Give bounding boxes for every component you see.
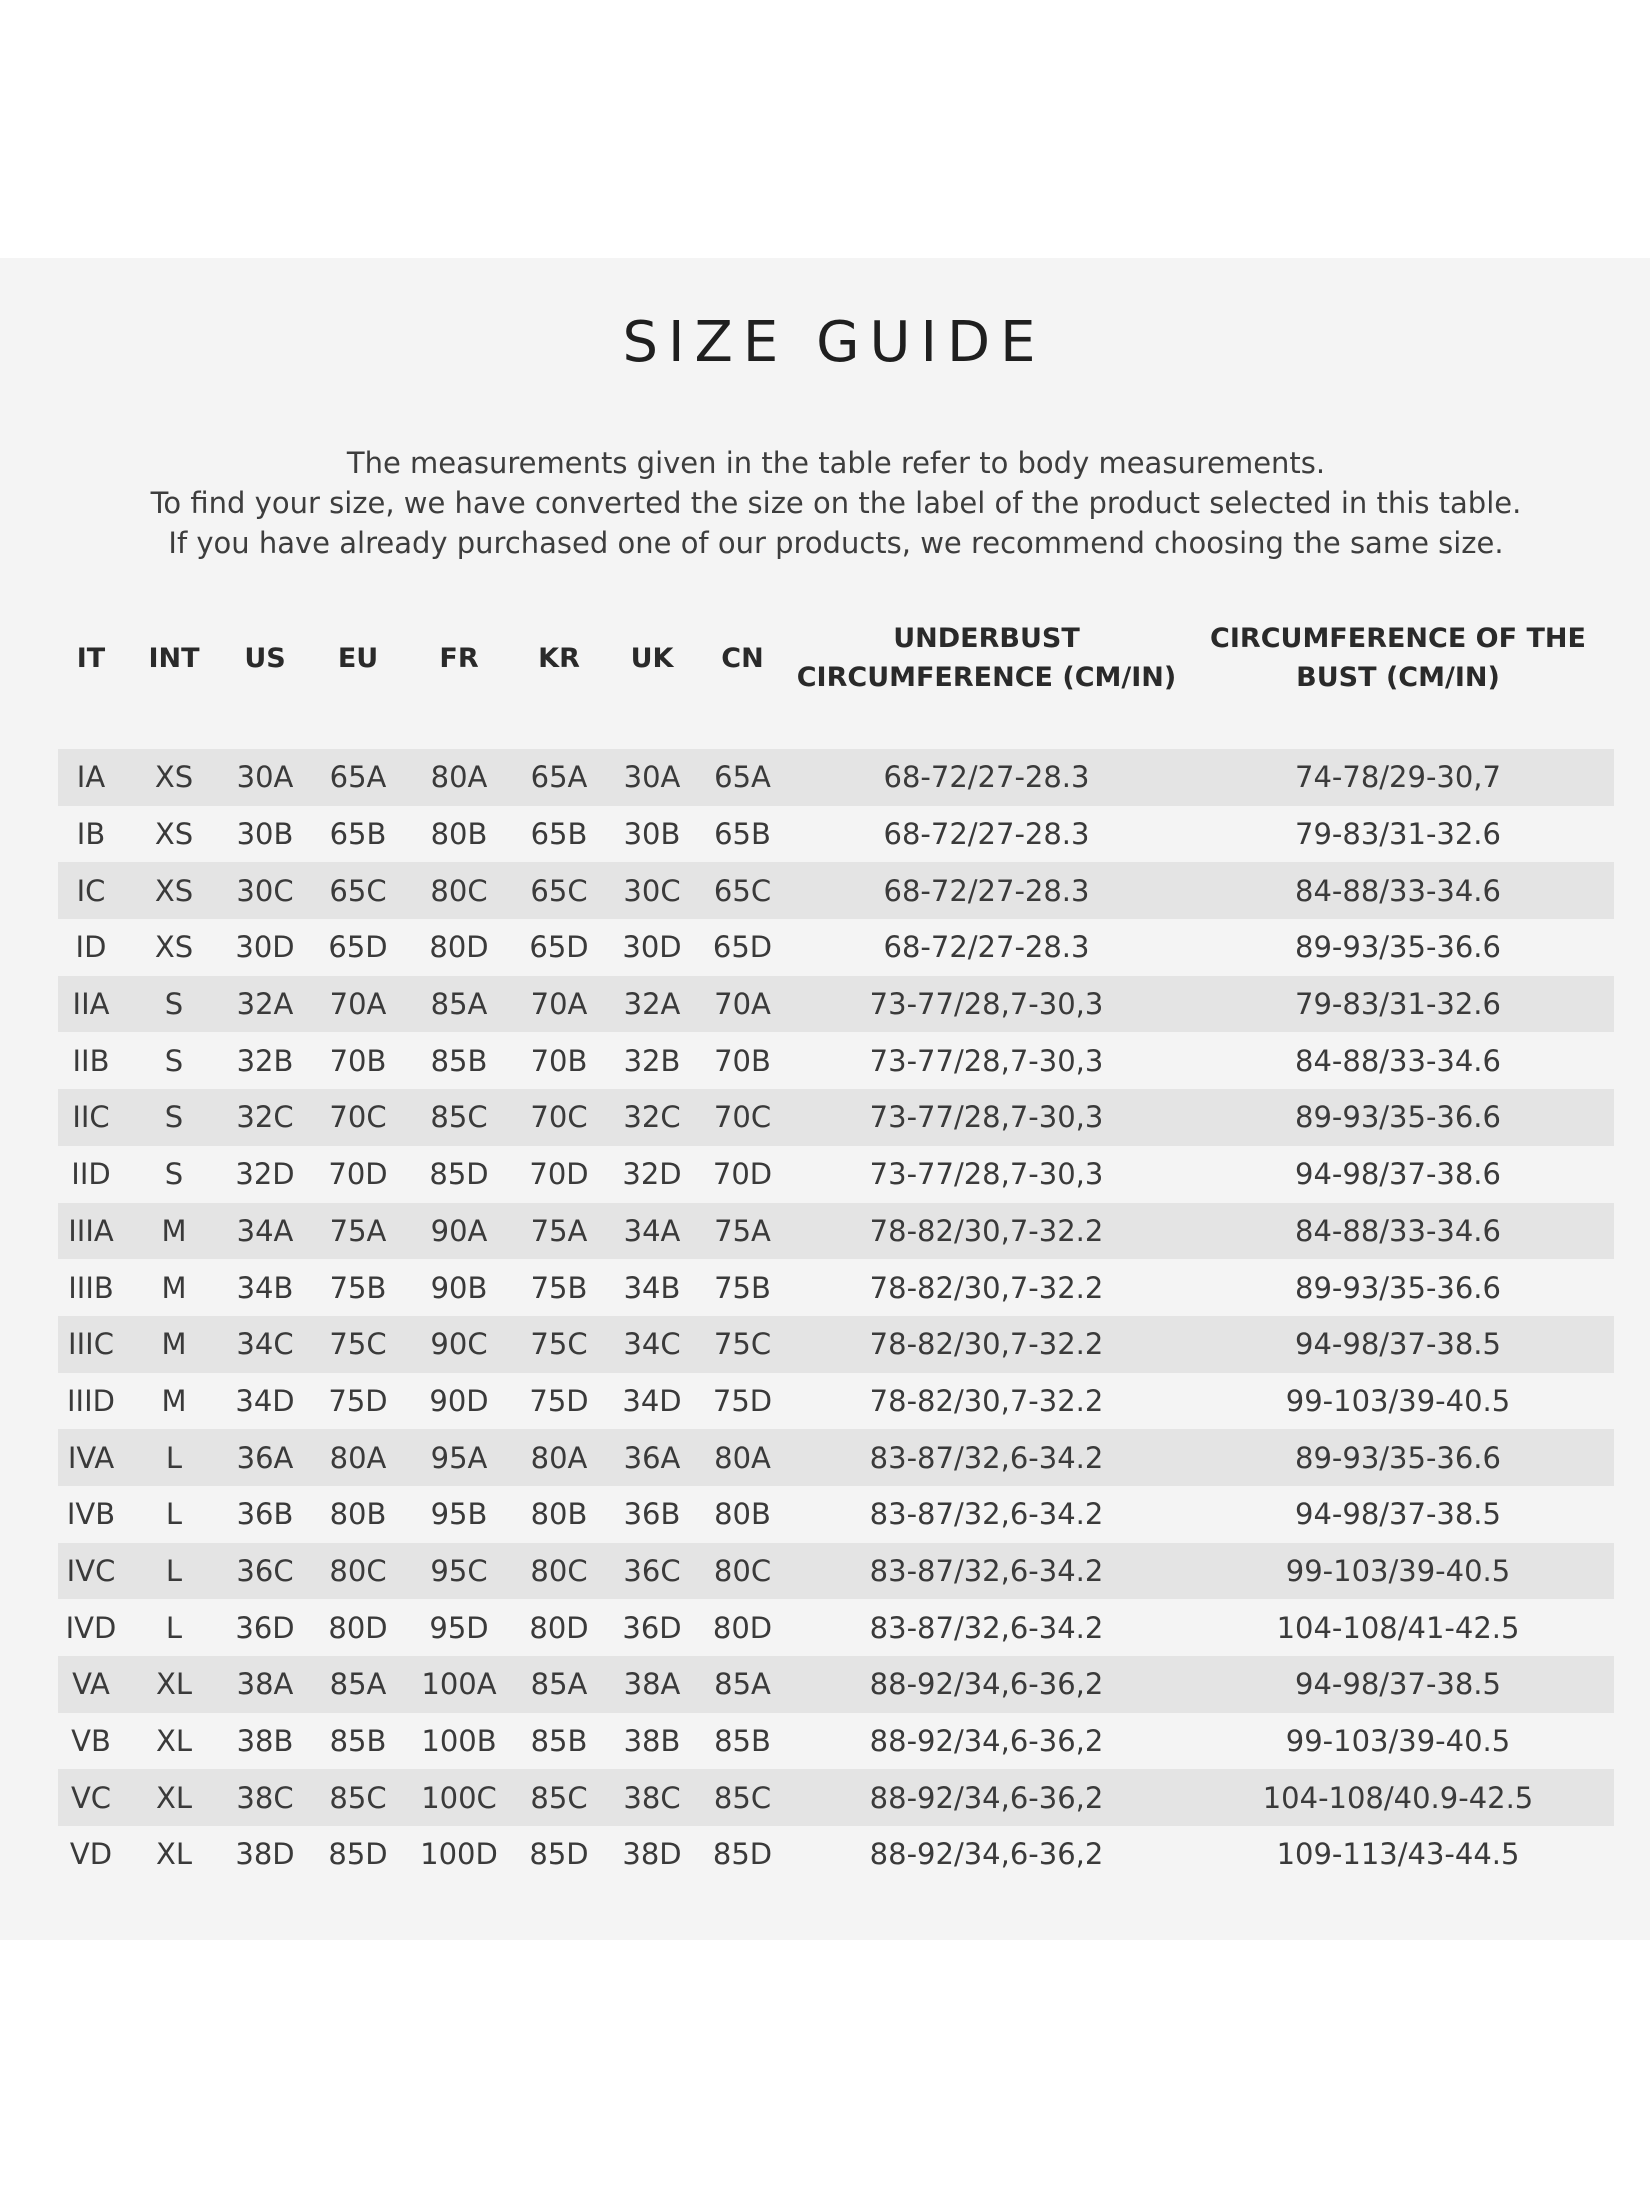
table-row <box>58 862 1614 919</box>
table-row <box>58 1259 1614 1316</box>
cell-bust: 84-88/33-34.6 <box>1295 1043 1501 1078</box>
cell-uk: 32D <box>622 1157 682 1192</box>
cell-fr: 100D <box>420 1837 498 1872</box>
cell-bust: 89-93/35-36.6 <box>1295 1270 1501 1305</box>
cell-int: M <box>124 1316 224 1373</box>
cell-eu: 65D <box>328 930 388 965</box>
cell-uk: 34A <box>610 1203 694 1260</box>
cell-cn: 85D <box>712 1837 773 1872</box>
table-row <box>58 1656 1614 1713</box>
table-row <box>58 1713 1614 1770</box>
cell-underbust: 78-82/30,7-32.2 <box>869 1383 1104 1418</box>
cell-underbust: 83-87/32,6-34.2 <box>791 1429 1182 1486</box>
cell-eu: 75D <box>328 1383 388 1418</box>
table-spacer <box>58 724 1614 749</box>
cell-underbust: 73-77/28,7-30,3 <box>791 1089 1182 1146</box>
cell-eu: 75B <box>329 1270 387 1305</box>
cell-us: 32A <box>224 976 306 1033</box>
cell-cn: 85C <box>694 1769 791 1826</box>
table-row <box>58 1032 1614 1089</box>
table-row <box>58 749 1614 806</box>
cell-us: 34A <box>224 1203 306 1260</box>
cell-uk: 30A <box>610 749 694 806</box>
cell-it: IIA <box>58 976 124 1033</box>
cell-eu: 70D <box>328 1157 388 1192</box>
cell-fr: 95B <box>430 1497 488 1532</box>
cell-underbust: 73-77/28,7-30,3 <box>869 1043 1104 1078</box>
cell-int: XL <box>155 1837 193 1872</box>
cell-eu: 65C <box>306 862 410 919</box>
cell-int: S <box>164 1043 184 1078</box>
cell-kr: 75D <box>529 1383 589 1418</box>
cell-bust: 94-98/37-38.5 <box>1295 1497 1501 1532</box>
cell-it: VC <box>58 1769 124 1826</box>
cell-it: IVB <box>66 1497 116 1532</box>
cell-kr: 75C <box>508 1316 610 1373</box>
cell-fr: 85A <box>410 976 508 1033</box>
cell-fr: 80A <box>410 749 508 806</box>
table-body <box>58 724 1614 1883</box>
cell-us: 36B <box>236 1497 294 1532</box>
cell-us: 36D <box>235 1610 295 1645</box>
cell-int: M <box>161 1270 187 1305</box>
cell-eu: 75A <box>306 1203 410 1260</box>
cell-fr: 85C <box>410 1089 508 1146</box>
cell-it: IIIB <box>68 1270 114 1305</box>
cell-us: 34C <box>224 1316 306 1373</box>
cell-uk: 32B <box>623 1043 681 1078</box>
cell-underbust: 68-72/27-28.3 <box>883 930 1090 965</box>
cell-underbust: 83-87/32,6-34.2 <box>869 1497 1104 1532</box>
cell-bust: 89-93/35-36.6 <box>1182 1089 1614 1146</box>
cell-kr: 80A <box>508 1429 610 1486</box>
cell-kr: 70D <box>529 1157 589 1192</box>
cell-kr: 65B <box>530 817 588 852</box>
cell-underbust: 68-72/27-28.3 <box>791 862 1182 919</box>
table-row <box>58 976 1614 1033</box>
cell-it: IID <box>71 1157 111 1192</box>
cell-int: XL <box>155 1724 193 1759</box>
cell-us: 30A <box>224 749 306 806</box>
cell-fr: 90A <box>410 1203 508 1260</box>
cell-it: IIIC <box>58 1316 124 1373</box>
cell-underbust: 73-77/28,7-30,3 <box>791 976 1182 1033</box>
cell-cn: 75A <box>694 1203 791 1260</box>
cell-uk: 36C <box>610 1543 694 1600</box>
cell-fr: 80B <box>430 817 488 852</box>
cell-uk: 38B <box>623 1724 681 1759</box>
cell-kr: 85C <box>508 1769 610 1826</box>
cell-kr: 75A <box>508 1203 610 1260</box>
cell-cn: 85A <box>694 1656 791 1713</box>
cell-cn: 70D <box>712 1157 773 1192</box>
cell-kr: 80B <box>530 1497 588 1532</box>
intro-text <box>0 443 1650 563</box>
cell-int: L <box>124 1429 224 1486</box>
intro-line: The measurements given in the table refer to body measurements. <box>346 446 1326 480</box>
column-header-cn: CN <box>721 642 764 674</box>
cell-kr: 70B <box>530 1043 588 1078</box>
cell-uk: 38D <box>622 1837 682 1872</box>
cell-bust: 94-98/37-38.5 <box>1182 1316 1614 1373</box>
cell-uk: 30B <box>623 817 681 852</box>
cell-cn: 80C <box>694 1543 791 1600</box>
cell-cn: 75D <box>712 1383 773 1418</box>
cell-kr: 80C <box>508 1543 610 1600</box>
cell-fr: 80C <box>410 862 508 919</box>
cell-cn: 80D <box>712 1610 773 1645</box>
cell-it: IIC <box>58 1089 124 1146</box>
cell-fr: 95C <box>410 1543 508 1600</box>
cell-kr: 75B <box>530 1270 588 1305</box>
intro-line: To find your size, we have converted the size on the label of the product selected in this table. <box>150 486 1522 520</box>
cell-it: IVC <box>58 1543 124 1600</box>
cell-uk: 36B <box>623 1497 681 1532</box>
table-row <box>58 1543 1614 1600</box>
table-row <box>58 1373 1614 1430</box>
column-header-fr: FR <box>439 642 479 674</box>
cell-it: ID <box>75 930 107 965</box>
cell-kr: 65D <box>529 930 589 965</box>
table-row <box>58 1826 1614 1883</box>
cell-bust: 109-113/43-44.5 <box>1276 1837 1520 1872</box>
cell-uk: 38A <box>610 1656 694 1713</box>
table-header-row <box>58 592 1614 724</box>
cell-fr: 90B <box>430 1270 488 1305</box>
cell-int: L <box>165 1497 183 1532</box>
cell-eu: 65B <box>329 817 387 852</box>
table-row <box>58 1089 1614 1146</box>
cell-uk: 34C <box>610 1316 694 1373</box>
cell-bust: 99-103/39-40.5 <box>1182 1543 1614 1600</box>
cell-kr: 80D <box>529 1610 589 1645</box>
cell-it: IVA <box>58 1429 124 1486</box>
cell-it: IB <box>76 817 106 852</box>
cell-eu: 65A <box>306 749 410 806</box>
cell-cn: 65B <box>714 817 771 852</box>
cell-cn: 75C <box>694 1316 791 1373</box>
cell-bust: 74-78/29-30,7 <box>1182 749 1614 806</box>
cell-fr: 85D <box>429 1157 489 1192</box>
cell-bust: 94-98/37-38.6 <box>1295 1157 1501 1192</box>
cell-us: 34D <box>235 1383 295 1418</box>
cell-underbust: 68-72/27-28.3 <box>883 817 1090 852</box>
cell-bust: 89-93/35-36.6 <box>1295 930 1501 965</box>
cell-it: IA <box>58 749 124 806</box>
cell-int: XS <box>124 862 224 919</box>
cell-underbust: 88-92/34,6-36,2 <box>869 1724 1104 1759</box>
cell-kr: 70C <box>508 1089 610 1146</box>
cell-bust: 104-108/41-42.5 <box>1276 1610 1520 1645</box>
cell-it: IIID <box>67 1383 115 1418</box>
cell-us: 30C <box>224 862 306 919</box>
cell-underbust: 83-87/32,6-34.2 <box>869 1610 1104 1645</box>
cell-cn: 80A <box>694 1429 791 1486</box>
cell-underbust: 78-82/30,7-32.2 <box>869 1270 1104 1305</box>
cell-eu: 85C <box>306 1769 410 1826</box>
cell-bust: 104-108/40.9-42.5 <box>1182 1769 1614 1826</box>
cell-uk: 38C <box>610 1769 694 1826</box>
column-header-us: US <box>244 642 286 674</box>
cell-int: XL <box>124 1656 224 1713</box>
cell-eu: 75C <box>306 1316 410 1373</box>
table-row <box>58 1769 1614 1826</box>
cell-fr: 100C <box>410 1769 508 1826</box>
cell-it: VD <box>69 1837 113 1872</box>
cell-int: M <box>124 1203 224 1260</box>
cell-underbust: 78-82/30,7-32.2 <box>791 1316 1182 1373</box>
cell-kr: 65A <box>508 749 610 806</box>
cell-it: IIIA <box>58 1203 124 1260</box>
cell-eu: 85D <box>328 1837 388 1872</box>
cell-fr: 95D <box>429 1610 489 1645</box>
table-row <box>58 1316 1614 1373</box>
table-row <box>58 1146 1614 1203</box>
cell-eu: 85B <box>329 1724 387 1759</box>
table-row <box>58 919 1614 976</box>
cell-fr: 85B <box>430 1043 488 1078</box>
cell-eu: 70B <box>329 1043 387 1078</box>
cell-it: IC <box>58 862 124 919</box>
cell-int: L <box>165 1610 183 1645</box>
cell-cn: 85B <box>714 1724 771 1759</box>
cell-underbust: 68-72/27-28.3 <box>791 749 1182 806</box>
cell-cn: 80B <box>714 1497 771 1532</box>
cell-bust: 99-103/39-40.5 <box>1285 1724 1511 1759</box>
size-table <box>58 592 1614 1883</box>
column-header-int: INT <box>148 642 200 674</box>
cell-uk: 32A <box>610 976 694 1033</box>
cell-underbust: 88-92/34,6-36,2 <box>791 1769 1182 1826</box>
cell-underbust: 73-77/28,7-30,3 <box>869 1157 1104 1192</box>
table-row <box>58 806 1614 863</box>
cell-fr: 100B <box>421 1724 497 1759</box>
cell-it: VA <box>58 1656 124 1713</box>
cell-bust: 94-98/37-38.5 <box>1182 1656 1614 1713</box>
table-row <box>58 1203 1614 1260</box>
cell-fr: 80D <box>429 930 489 965</box>
cell-cn: 65D <box>712 930 773 965</box>
cell-kr: 85D <box>529 1837 589 1872</box>
cell-kr: 85B <box>530 1724 588 1759</box>
cell-int: XS <box>154 930 194 965</box>
cell-eu: 85A <box>306 1656 410 1713</box>
cell-eu: 80C <box>306 1543 410 1600</box>
cell-cn: 70A <box>694 976 791 1033</box>
cell-kr: 70A <box>508 976 610 1033</box>
cell-bust: 79-83/31-32.6 <box>1182 976 1614 1033</box>
intro-line: If you have already purchased one of our products, we recommend choosing the same size. <box>168 526 1504 560</box>
cell-us: 32D <box>235 1157 295 1192</box>
cell-us: 30B <box>236 817 294 852</box>
cell-eu: 80D <box>328 1610 388 1645</box>
cell-it: IIB <box>72 1043 110 1078</box>
cell-cn: 70B <box>714 1043 771 1078</box>
cell-us: 32C <box>224 1089 306 1146</box>
cell-underbust: 88-92/34,6-36,2 <box>869 1837 1104 1872</box>
cell-us: 38C <box>224 1769 306 1826</box>
cell-bust: 84-88/33-34.6 <box>1182 1203 1614 1260</box>
cell-int: L <box>124 1543 224 1600</box>
cell-cn: 70C <box>694 1089 791 1146</box>
cell-us: 38D <box>235 1837 295 1872</box>
cell-int: XS <box>124 749 224 806</box>
cell-bust: 84-88/33-34.6 <box>1182 862 1614 919</box>
cell-cn: 65C <box>694 862 791 919</box>
cell-bust: 79-83/31-32.6 <box>1295 817 1501 852</box>
cell-uk: 32C <box>610 1089 694 1146</box>
cell-eu: 80B <box>329 1497 387 1532</box>
cell-us: 38B <box>236 1724 294 1759</box>
cell-kr: 85A <box>508 1656 610 1713</box>
cell-int: XS <box>154 817 194 852</box>
cell-us: 30D <box>235 930 295 965</box>
table-row <box>58 1599 1614 1656</box>
cell-int: M <box>161 1383 187 1418</box>
cell-uk: 36A <box>610 1429 694 1486</box>
column-header-underbust: UNDERBUST CIRCUMFERENCE (CM/IN) <box>796 623 1177 693</box>
cell-bust: 99-103/39-40.5 <box>1285 1383 1511 1418</box>
cell-fr: 90C <box>410 1316 508 1373</box>
cell-us: 38A <box>224 1656 306 1713</box>
table-row <box>58 1429 1614 1486</box>
page-title: SIZE GUIDE <box>622 310 1046 375</box>
cell-eu: 70A <box>306 976 410 1033</box>
cell-kr: 65C <box>508 862 610 919</box>
cell-us: 36A <box>224 1429 306 1486</box>
cell-uk: 30D <box>622 930 682 965</box>
cell-it: IVD <box>65 1610 117 1645</box>
cell-us: 34B <box>236 1270 294 1305</box>
cell-fr: 100A <box>410 1656 508 1713</box>
cell-fr: 90D <box>429 1383 489 1418</box>
cell-int: XL <box>124 1769 224 1826</box>
column-header-bust: CIRCUMFERENCE OF THE BUST (CM/IN) <box>1210 623 1586 693</box>
column-header-uk: UK <box>630 642 674 674</box>
cell-eu: 70C <box>306 1089 410 1146</box>
cell-int: S <box>164 1157 184 1192</box>
cell-us: 32B <box>236 1043 294 1078</box>
cell-int: S <box>124 976 224 1033</box>
cell-underbust: 88-92/34,6-36,2 <box>791 1656 1182 1713</box>
cell-uk: 34D <box>622 1383 682 1418</box>
cell-us: 36C <box>224 1543 306 1600</box>
table-row <box>58 1486 1614 1543</box>
cell-cn: 65A <box>694 749 791 806</box>
cell-underbust: 78-82/30,7-32.2 <box>791 1203 1182 1260</box>
cell-uk: 30C <box>610 862 694 919</box>
column-header-kr: KR <box>538 642 580 674</box>
cell-eu: 80A <box>306 1429 410 1486</box>
cell-int: S <box>124 1089 224 1146</box>
cell-cn: 75B <box>714 1270 771 1305</box>
cell-uk: 36D <box>622 1610 682 1645</box>
column-header-eu: EU <box>337 642 379 674</box>
column-header-it: IT <box>76 642 106 674</box>
cell-it: VB <box>71 1724 111 1759</box>
cell-bust: 89-93/35-36.6 <box>1182 1429 1614 1486</box>
cell-underbust: 83-87/32,6-34.2 <box>791 1543 1182 1600</box>
cell-uk: 34B <box>623 1270 681 1305</box>
cell-fr: 95A <box>410 1429 508 1486</box>
